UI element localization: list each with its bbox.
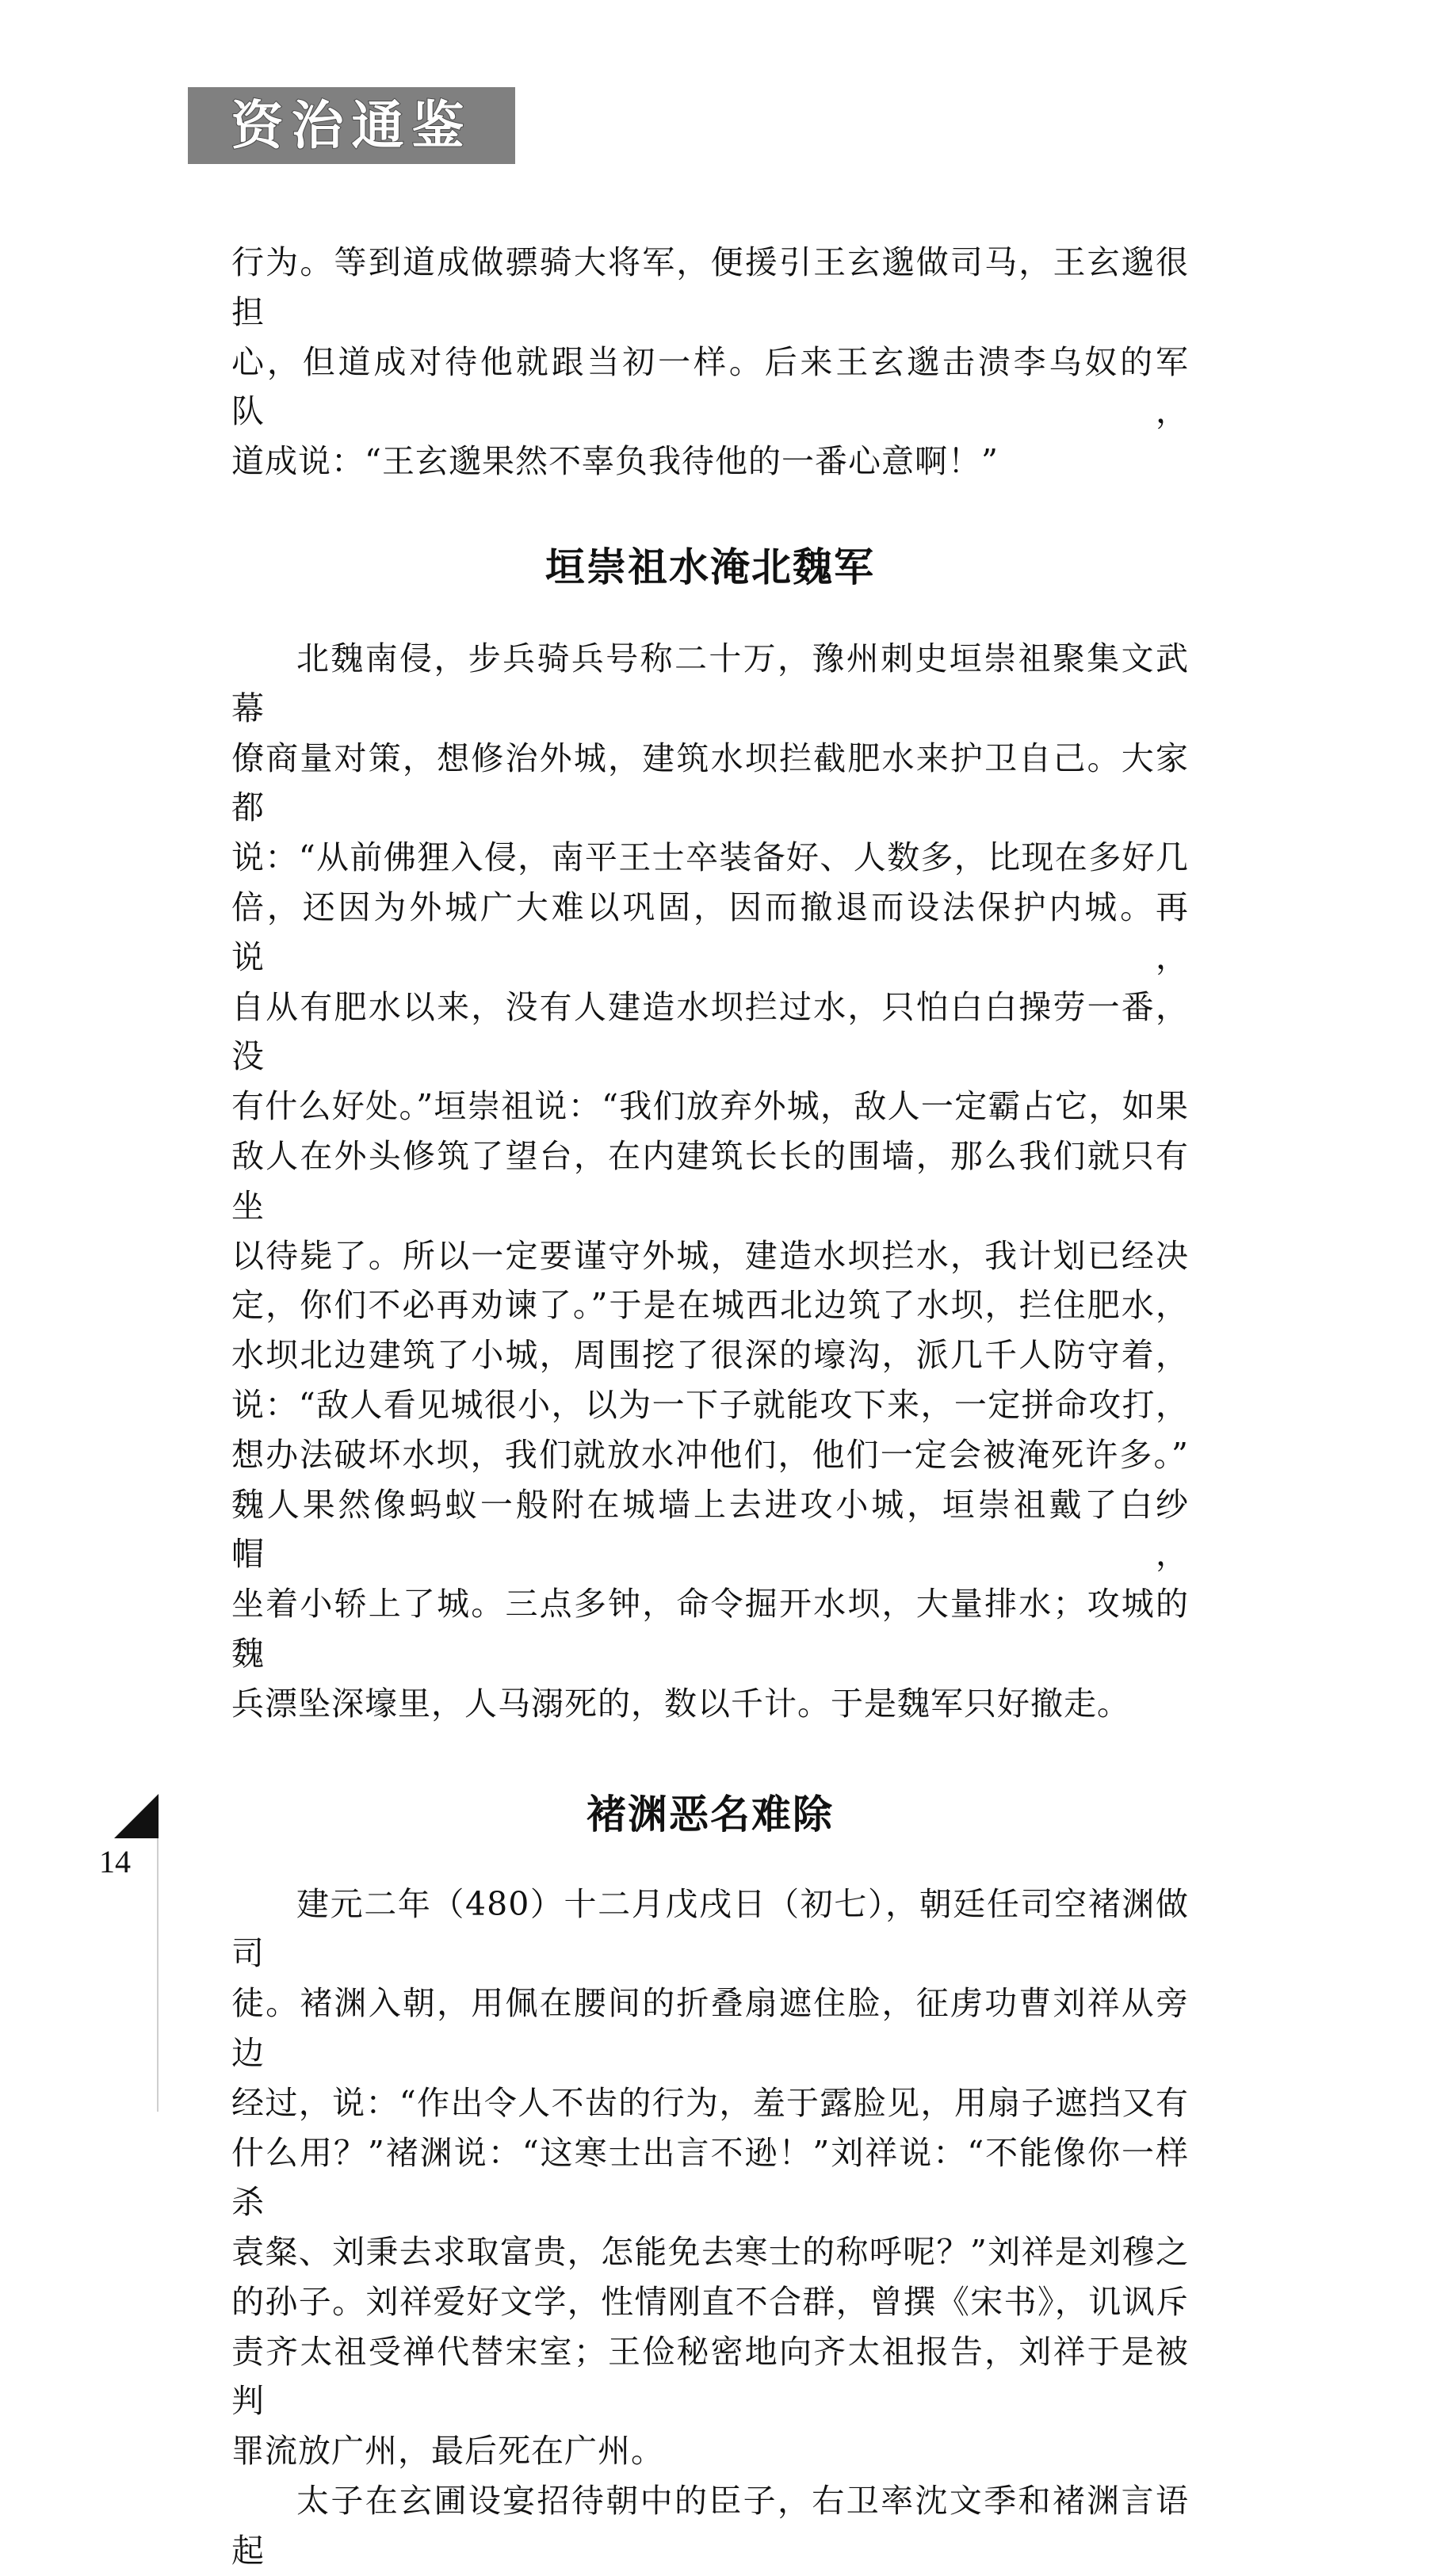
text-line: 兵漂坠深壕里，人马溺死的，数以千计。于是魏军只好撤走。 xyxy=(231,1684,1130,1723)
text-line: 自从有肥水以来，没有人建造水坝拦过水，只怕白白操劳一番，没 xyxy=(231,987,1189,1076)
intro-paragraph xyxy=(231,238,1189,487)
text-line: 的孙子。刘祥爱好文学，性情刚直不合群，曾撰《宋书》，讥讽斥 xyxy=(231,2282,1189,2321)
text-line: 倍，还因为外城广大难以巩固，因而撤退而设法保护内城。再说， xyxy=(231,887,1189,976)
section-paragraph xyxy=(231,1880,1189,2477)
text-line: 心，但道成对待他就跟当初一样。后来王玄邈击溃李乌奴的军队， xyxy=(231,342,1189,431)
text-line: 行为。等到道成做骠骑大将军，便援引王玄邈做司马，王玄邈很担 xyxy=(231,243,1189,331)
text-line: 道成说：“王玄邈果然不辜负我待他的一番心意啊！” xyxy=(231,442,999,481)
text-line: 定，你们不必再劝谏了。”于是在城西北边筑了水坝，拦住肥水， xyxy=(231,1286,1189,1325)
book-title: 资治通鉴 xyxy=(231,94,472,156)
text-line: 北魏南侵，步兵骑兵号称二十万，豫州刺史垣崇祖聚集文武幕 xyxy=(231,639,1189,727)
text-line: 说：“从前佛狸入侵，南平王士卒装备好、人数多，比现在多好几 xyxy=(231,838,1189,877)
text-line: 敌人在外头修筑了望台，在内建筑长长的围墙，那么我们就只有坐 xyxy=(231,1136,1189,1225)
section-paragraph xyxy=(231,2476,1189,2576)
text-line: 魏人果然像蚂蚁一般附在城墙上去进攻小城，垣崇祖戴了白纱帽， xyxy=(231,1485,1189,1574)
text-line: 什么用？”褚渊说：“这寒士出言不逊！”刘祥说：“不能像你一样杀 xyxy=(231,2133,1189,2222)
text-line: 罪流放广州，最后死在广州。 xyxy=(231,2432,664,2471)
text-line: 说：“敌人看见城很小，以为一下子就能攻下来，一定拼命攻打， xyxy=(231,1385,1189,1424)
text-line: 建元二年（480）十二月戊戌日（初七），朝廷任司空褚渊做司 xyxy=(231,1884,1189,1973)
text-line: 坐着小轿上了城。三点多钟，命令掘开水坝，大量排水；攻城的魏 xyxy=(231,1585,1189,1673)
page-body xyxy=(231,238,1189,2576)
section-title: 褚渊恶名难除 xyxy=(587,1791,834,1838)
text-line: 太子在玄圃设宴招待朝中的臣子，右卫率沈文季和褚渊言语起 xyxy=(231,2482,1189,2570)
page-number: 14 xyxy=(99,1844,131,1880)
page-corner-marker xyxy=(114,1794,159,1838)
text-line: 以待毙了。所以一定要谨守外城，建造水坝拦水，我计划已经决 xyxy=(231,1236,1189,1275)
text-line: 责齐太祖受禅代替宋室；王俭秘密地向齐太祖报告，刘祥于是被判 xyxy=(231,2332,1189,2421)
text-line: 有什么好处。”垣崇祖说：“我们放弃外城，敌人一定霸占它，如果 xyxy=(231,1087,1189,1126)
section-title: 垣崇祖水淹北魏军 xyxy=(545,544,875,590)
text-line: 经过，说：“作出令人不齿的行为，羞于露脸见，用扇子遮挡又有 xyxy=(231,2083,1189,2122)
text-line: 袁粲、刘秉去求取富贵，怎能免去寒士的称呼呢？”刘祥是刘穆之 xyxy=(231,2233,1189,2272)
book-title-banner xyxy=(188,87,515,164)
text-line: 想办法破坏水坝，我们就放水冲他们，他们一定会被淹死许多。” xyxy=(231,1435,1189,1474)
text-line: 水坝北边建筑了小城，周围挖了很深的壕沟，派几千人防守着， xyxy=(231,1336,1189,1375)
text-line: 僚商量对策，想修治外城，建筑水坝拦截肥水来护卫自己。大家都 xyxy=(231,738,1189,827)
section-paragraph xyxy=(231,634,1189,1729)
text-line: 徒。褚渊入朝，用佩在腰间的折叠扇遮住脸，征虏功曹刘祥从旁边 xyxy=(231,1984,1189,2072)
margin-rule xyxy=(157,1838,159,2112)
